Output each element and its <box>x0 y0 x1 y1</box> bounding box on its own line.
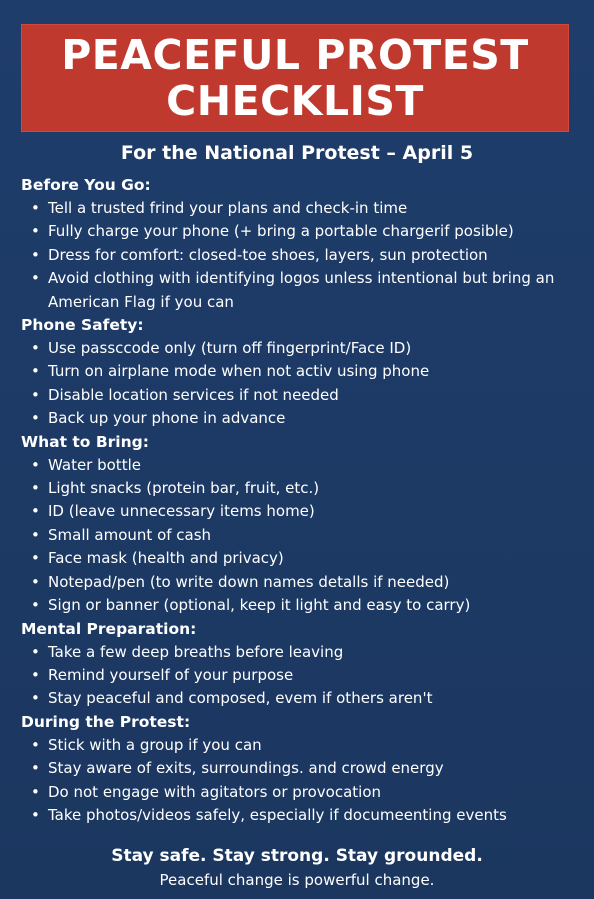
list-item <box>21 244 581 267</box>
bullet-icon: • <box>31 455 40 474</box>
list-item-text: Water bottle <box>48 455 141 474</box>
list-item <box>21 687 581 710</box>
list-item-text: ID (leave unnecessary items home) <box>48 502 315 521</box>
checklist-items <box>21 734 581 828</box>
list-item <box>21 641 581 664</box>
section-heading: What to Bring: <box>21 432 149 451</box>
section-heading: Mental Preparation: <box>21 619 197 638</box>
checklist-items <box>21 641 581 711</box>
list-item <box>21 477 581 500</box>
list-item <box>21 267 558 314</box>
list-item <box>21 664 581 687</box>
bullet-icon: • <box>31 222 40 241</box>
bullet-icon: • <box>31 339 40 358</box>
bullet-icon: • <box>31 362 40 381</box>
list-item-text: Turn on airplane mode when not activ using phone <box>48 362 430 381</box>
list-item-text: Sign or banner (optional, keep it light and easy to carry) <box>48 596 471 615</box>
checklist-items <box>21 197 581 314</box>
list-item <box>21 547 581 570</box>
list-item-text: Fully charge your phone (+ bring a portable chargerif posible) <box>48 222 514 241</box>
list-item-text: Do not engage with agitators or provocation <box>48 782 382 801</box>
list-item <box>21 757 581 780</box>
list-item <box>21 197 581 220</box>
bullet-icon: • <box>31 549 40 568</box>
bullet-icon: • <box>31 479 40 498</box>
list-item <box>21 781 581 804</box>
list-item <box>21 384 581 407</box>
bullet-icon: • <box>31 642 40 661</box>
section-phone-safety <box>21 314 581 431</box>
list-item-text: Stay peaceful and composed, evem if others aren't <box>48 689 433 708</box>
list-item-text: Light snacks (protein bar, fruit, etc.) <box>48 479 320 498</box>
list-item-text: Take a few deep breaths before leaving <box>48 642 344 661</box>
section-during-the-protest <box>21 711 581 828</box>
list-item-text: Back up your phone in advance <box>48 409 286 428</box>
checklist-sections <box>21 174 581 827</box>
list-item-text: Notepad/pen (to write down names detalls if needed) <box>48 572 450 591</box>
list-item-text: Remind yourself of your purpose <box>48 665 294 684</box>
list-item <box>21 524 581 547</box>
list-item <box>21 360 581 383</box>
list-item <box>21 500 581 523</box>
checklist-items <box>21 337 581 431</box>
bullet-icon: • <box>31 385 40 404</box>
bullet-icon: • <box>31 759 40 778</box>
title-banner <box>21 24 569 132</box>
poster-footer <box>0 843 594 891</box>
checklist-items <box>21 454 581 618</box>
list-item-text: Dress for comfort: closed-toe shoes, layers, sun protection <box>48 245 488 264</box>
poster-title-line-2: CHECKLIST <box>166 77 424 125</box>
bullet-icon: • <box>31 572 40 591</box>
list-item <box>21 594 581 617</box>
list-item <box>21 734 581 757</box>
list-item-text: Tell a trusted frind your plans and check-in time <box>48 199 408 217</box>
bullet-icon: • <box>31 525 40 544</box>
bullet-icon: • <box>31 245 40 264</box>
footer-slogan: Stay safe. Stay strong. Stay grounded. <box>111 846 483 866</box>
list-item-text: Small amount of cash <box>48 525 212 544</box>
footer-tagline: Peaceful change is powerful change. <box>159 871 435 889</box>
list-item-text: Disable location services if not needed <box>48 385 339 404</box>
bullet-icon: • <box>31 689 40 708</box>
list-item <box>21 454 581 477</box>
list-item <box>21 337 581 360</box>
section-heading: Before You Go: <box>21 176 151 194</box>
bullet-icon: • <box>31 782 40 801</box>
section-heading: During the Protest: <box>21 712 191 731</box>
section-heading: Phone Safety: <box>21 316 144 335</box>
list-item-text: Take photos/videos safely, especially if documeenting events <box>48 805 507 824</box>
bullet-icon: • <box>31 665 40 684</box>
list-item-text: Stay aware of exits, surroundings. and crowd energy <box>48 759 444 778</box>
list-item <box>21 804 581 827</box>
list-item-text: Use passccode only (turn off fingerprint/Face ID) <box>48 339 412 358</box>
bullet-icon: • <box>31 596 40 615</box>
poster-subtitle: For the National Protest – April 5 <box>120 142 474 164</box>
list-item <box>21 220 581 243</box>
section-before-you-go <box>21 174 581 314</box>
poster-title-line-1: PEACEFUL PROTEST <box>61 31 529 79</box>
bullet-icon: • <box>31 502 40 521</box>
list-item-text: Avoid clothing with identifying logos unless intentional but bring an American Flag if you can <box>48 269 555 311</box>
bullet-icon: • <box>31 805 40 824</box>
list-item <box>21 571 581 594</box>
bullet-icon: • <box>31 199 40 217</box>
list-item-text: Face mask (health and privacy) <box>48 549 284 568</box>
section-what-to-bring <box>21 431 581 618</box>
bullet-icon: • <box>31 269 40 288</box>
list-item <box>21 407 581 430</box>
bullet-icon: • <box>31 409 40 428</box>
section-mental-preparation <box>21 618 581 711</box>
bullet-icon: • <box>31 735 40 754</box>
list-item-text: Stick with a group if you can <box>48 735 262 754</box>
